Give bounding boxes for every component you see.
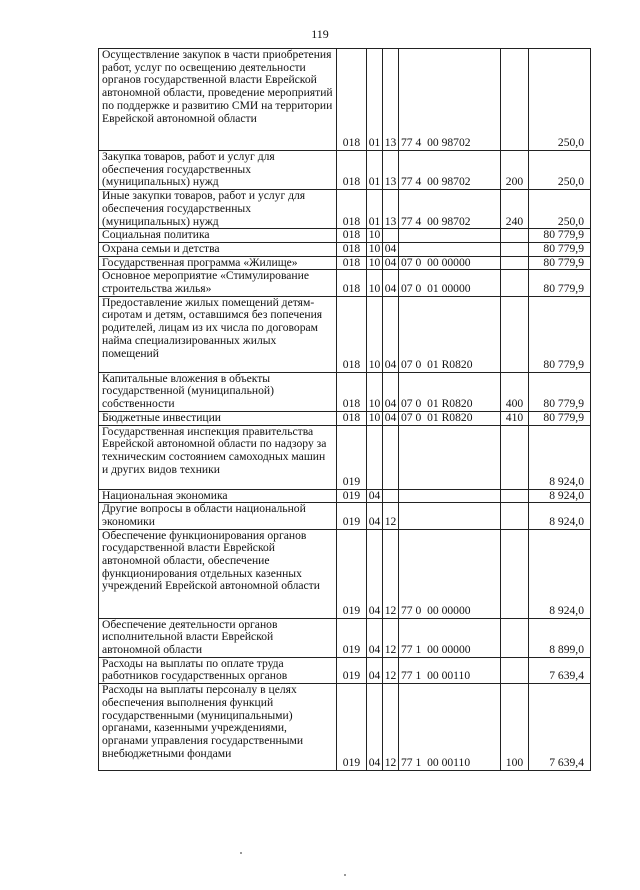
table-row	[99, 270, 591, 296]
target-article-code: 07 0 01 00000	[399, 270, 501, 296]
expense-type-code: 240	[501, 190, 529, 229]
target-article-code: 77 1 00 00110	[399, 657, 501, 683]
subsection-code: 12	[383, 503, 399, 529]
ministry-code: 019	[337, 618, 367, 657]
table-row	[99, 684, 591, 771]
subsection-code	[383, 489, 399, 503]
budget-item-name: Предоставление жилых помещений детям-сиротам и детям, оставшимся без попечения родителей, лицам из их числа по договорам найма специализированных жилых помещений	[99, 296, 337, 372]
target-article-code: 77 4 00 98702	[399, 49, 501, 151]
table-row	[99, 256, 591, 270]
section-code	[367, 425, 383, 489]
budget-item-name: Государственная программа «Жилище»	[99, 256, 337, 270]
target-article-code: 77 1 00 00110	[399, 684, 501, 771]
ministry-code: 019	[337, 684, 367, 771]
section-code: 10	[367, 296, 383, 372]
section-code: 10	[367, 270, 383, 296]
budget-item-name: Обеспечение функционирования органов государственной власти Еврейской автономной области, обеспечение функционирования отдельных казенных учреждений Еврейской автономной области	[99, 529, 337, 618]
subsection-code: 12	[383, 684, 399, 771]
budget-item-name: Социальная политика	[99, 229, 337, 243]
scan-speck	[344, 874, 346, 876]
ministry-code: 019	[337, 657, 367, 683]
amount: 80 779,9	[529, 256, 591, 270]
table-row	[99, 425, 591, 489]
expense-type-code: 200	[501, 151, 529, 190]
scan-speck	[240, 852, 242, 854]
section-code: 01	[367, 151, 383, 190]
amount: 8 899,0	[529, 618, 591, 657]
subsection-code: 04	[383, 256, 399, 270]
expense-type-code	[501, 503, 529, 529]
ministry-code: 018	[337, 242, 367, 256]
expense-type-code	[501, 229, 529, 243]
amount: 8 924,0	[529, 489, 591, 503]
ministry-code: 018	[337, 49, 367, 151]
expense-type-code	[501, 242, 529, 256]
subsection-code	[383, 229, 399, 243]
target-article-code	[399, 503, 501, 529]
budget-item-name: Национальная экономика	[99, 489, 337, 503]
budget-item-name: Государственная инспекция правительства Еврейской автономной области по надзору за техническим состоянием самоходных машин и других видов техники	[99, 425, 337, 489]
ministry-code: 018	[337, 296, 367, 372]
ministry-code: 019	[337, 489, 367, 503]
ministry-code: 019	[337, 425, 367, 489]
expense-type-code: 100	[501, 684, 529, 771]
ministry-code: 018	[337, 372, 367, 411]
amount: 250,0	[529, 49, 591, 151]
section-code: 04	[367, 529, 383, 618]
expense-type-code: 400	[501, 372, 529, 411]
table-row	[99, 503, 591, 529]
ministry-code: 018	[337, 411, 367, 425]
subsection-code: 12	[383, 618, 399, 657]
section-code: 04	[367, 657, 383, 683]
ministry-code: 019	[337, 503, 367, 529]
section-code: 10	[367, 411, 383, 425]
amount: 80 779,9	[529, 411, 591, 425]
ministry-code: 018	[337, 151, 367, 190]
target-article-code: 77 4 00 98702	[399, 190, 501, 229]
target-article-code: 77 0 00 00000	[399, 529, 501, 618]
target-article-code: 07 0 00 00000	[399, 256, 501, 270]
table-row	[99, 411, 591, 425]
budget-item-name: Другие вопросы в области национальной экономики	[99, 503, 337, 529]
table-row	[99, 372, 591, 411]
expense-type-code	[501, 618, 529, 657]
section-code: 01	[367, 49, 383, 151]
amount: 250,0	[529, 190, 591, 229]
section-code: 01	[367, 190, 383, 229]
budget-item-name: Обеспечение деятельности органов исполнительной власти Еврейской автономной области	[99, 618, 337, 657]
subsection-code: 13	[383, 190, 399, 229]
ministry-code: 018	[337, 270, 367, 296]
budget-item-name: Основное мероприятие «Стимулирование строительства жилья»	[99, 270, 337, 296]
expense-type-code	[501, 270, 529, 296]
target-article-code: 77 4 00 98702	[399, 151, 501, 190]
target-article-code: 77 1 00 00000	[399, 618, 501, 657]
amount: 80 779,9	[529, 242, 591, 256]
target-article-code	[399, 425, 501, 489]
ministry-code: 018	[337, 256, 367, 270]
subsection-code	[383, 425, 399, 489]
section-code: 04	[367, 618, 383, 657]
budget-item-name: Закупка товаров, работ и услуг для обеспечения государственных (муниципальных) нужд	[99, 151, 337, 190]
budget-item-name: Охрана семьи и детства	[99, 242, 337, 256]
table-row	[99, 190, 591, 229]
expense-type-code	[501, 256, 529, 270]
table-row	[99, 242, 591, 256]
amount: 8 924,0	[529, 503, 591, 529]
table-row	[99, 151, 591, 190]
amount: 8 924,0	[529, 529, 591, 618]
budget-table	[98, 48, 591, 771]
target-article-code: 07 0 01 R0820	[399, 411, 501, 425]
amount: 7 639,4	[529, 657, 591, 683]
target-article-code	[399, 242, 501, 256]
section-code: 10	[367, 229, 383, 243]
target-article-code	[399, 229, 501, 243]
section-code: 10	[367, 372, 383, 411]
amount: 80 779,9	[529, 270, 591, 296]
subsection-code: 04	[383, 242, 399, 256]
expense-type-code: 410	[501, 411, 529, 425]
subsection-code: 12	[383, 529, 399, 618]
section-code: 04	[367, 503, 383, 529]
section-code: 04	[367, 489, 383, 503]
section-code: 10	[367, 242, 383, 256]
subsection-code: 13	[383, 151, 399, 190]
amount: 250,0	[529, 151, 591, 190]
subsection-code: 12	[383, 657, 399, 683]
table-row	[99, 49, 591, 151]
amount: 8 924,0	[529, 425, 591, 489]
ministry-code: 018	[337, 229, 367, 243]
table-row	[99, 296, 591, 372]
section-code: 04	[367, 684, 383, 771]
page-number: 119	[311, 27, 329, 41]
subsection-code: 04	[383, 372, 399, 411]
expense-type-code	[501, 425, 529, 489]
table-row	[99, 618, 591, 657]
expense-type-code	[501, 296, 529, 372]
subsection-code: 04	[383, 411, 399, 425]
ministry-code: 019	[337, 529, 367, 618]
ministry-code: 018	[337, 190, 367, 229]
subsection-code: 13	[383, 49, 399, 151]
expense-type-code	[501, 657, 529, 683]
amount: 80 779,9	[529, 372, 591, 411]
budget-item-name: Осуществление закупок в части приобретения работ, услуг по освещению деятельности органов государственной власти Еврейской автономной области, проведение мероприятий по поддержке и развитию СМИ на территории Еврейской автономной области	[99, 49, 337, 151]
budget-item-name: Расходы на выплаты по оплате труда работников государственных органов	[99, 657, 337, 683]
subsection-code: 04	[383, 296, 399, 372]
table-row	[99, 229, 591, 243]
expense-type-code	[501, 49, 529, 151]
table-row	[99, 489, 591, 503]
budget-item-name: Бюджетные инвестиции	[99, 411, 337, 425]
expense-type-code	[501, 489, 529, 503]
budget-item-name: Капитальные вложения в объекты государственной (муниципальной) собственности	[99, 372, 337, 411]
amount: 80 779,9	[529, 296, 591, 372]
expense-type-code	[501, 529, 529, 618]
table-row	[99, 529, 591, 618]
table-body	[99, 49, 591, 771]
target-article-code	[399, 489, 501, 503]
section-code: 10	[367, 256, 383, 270]
subsection-code: 04	[383, 270, 399, 296]
budget-item-name: Иные закупки товаров, работ и услуг для обеспечения государственных (муниципальных) нужд	[99, 190, 337, 229]
target-article-code: 07 0 01 R0820	[399, 296, 501, 372]
budget-item-name: Расходы на выплаты персоналу в целях обеспечения выполнения функций государственными (муниципальными) органами, казенными учреждениями, органами управления государственными внебюджетными фондами	[99, 684, 337, 771]
target-article-code: 07 0 01 R0820	[399, 372, 501, 411]
amount: 80 779,9	[529, 229, 591, 243]
table-row	[99, 657, 591, 683]
amount: 7 639,4	[529, 684, 591, 771]
